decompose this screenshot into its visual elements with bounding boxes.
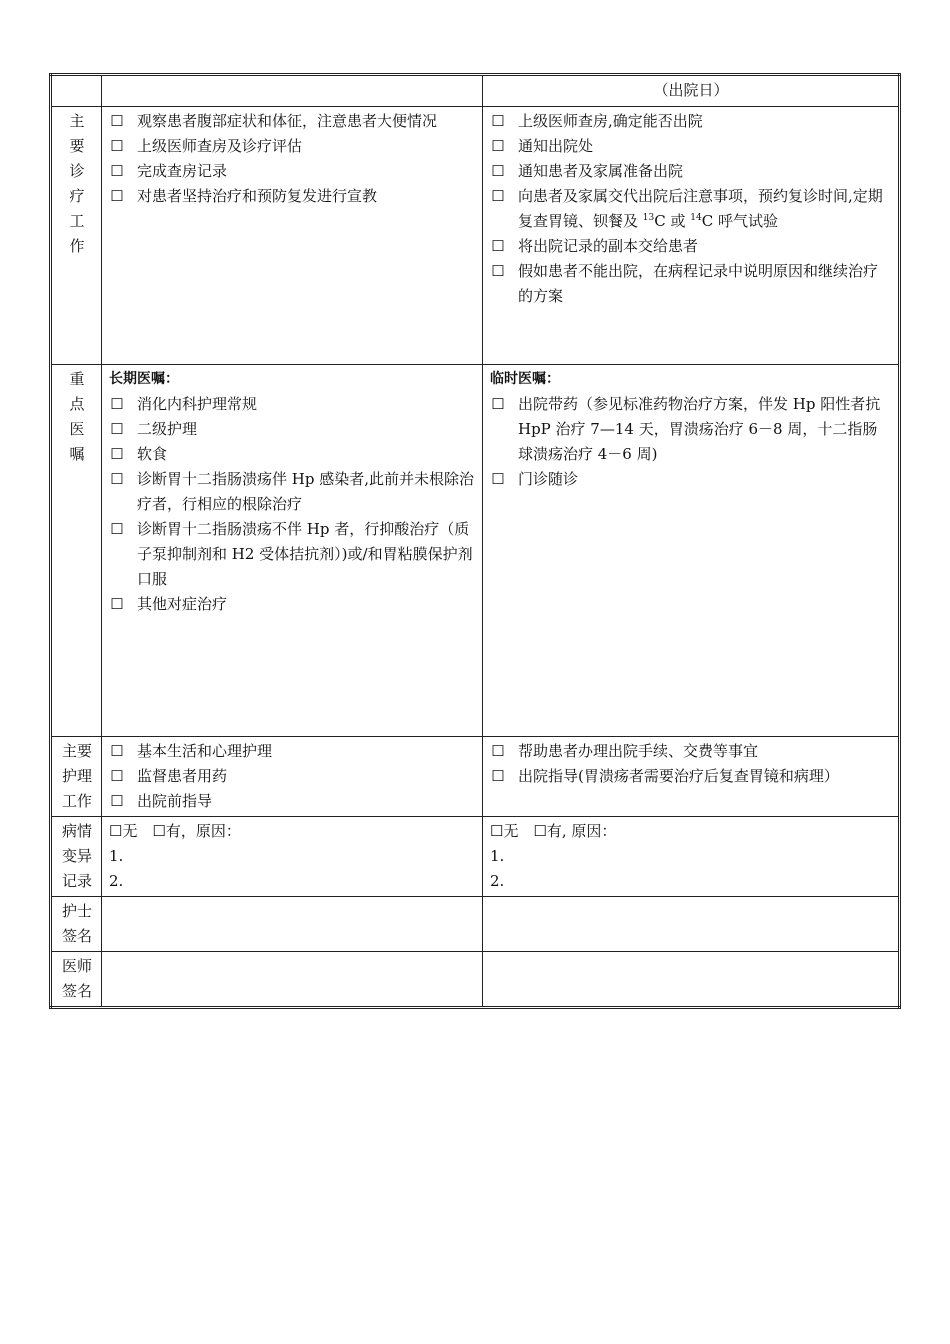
- label-doctor-signature: 医师 签名: [51, 952, 102, 1008]
- label-key-orders: 重 点 医 嘱: [51, 365, 102, 737]
- checklist-item[interactable]: ☐ 出院指导(胃溃疡者需要治疗后复查胃镜和病理）: [490, 764, 892, 789]
- checklist-item[interactable]: ☐ 上级医师查房及诊疗评估: [109, 134, 476, 159]
- checklist-item[interactable]: ☐ 基本生活和心理护理: [109, 739, 476, 764]
- checklist-item[interactable]: ☐ 出院带药（参见标准药物治疗方案，伴发 Hp 阳性者抗 HpP 治疗 7—14 天，胃溃疡治疗 6－8 周，十二指肠球溃疡治疗 4－6 周): [490, 392, 892, 467]
- checkbox-icon[interactable]: ☐: [110, 792, 124, 810]
- checklist-item[interactable]: ☐ 其他对症治疗: [109, 592, 476, 617]
- row-nurse-signature: [51, 897, 900, 952]
- checklist-item[interactable]: ☐ 上级医师查房,确定能否出院: [490, 109, 892, 134]
- row-variance-record: [51, 817, 900, 897]
- temporary-orders-heading: 临时医嘱：: [490, 371, 560, 387]
- checkbox-icon[interactable]: ☐: [110, 520, 124, 538]
- checklist-item[interactable]: ☐ 完成查房记录: [109, 159, 476, 184]
- checkbox-icon[interactable]: ☐: [110, 162, 124, 180]
- header-corner-cell: [51, 75, 102, 107]
- checklist-item[interactable]: ☐ 向患者及家属交代出院后注意事项，预约复诊时间,定期复查胃镜、钡餐及 $^{13}$C 或 $^{14}$C 呼气试验: [490, 184, 892, 234]
- checkbox-icon[interactable]: ☐: [110, 470, 124, 488]
- variance-reason-2[interactable]: 2.: [490, 872, 505, 890]
- label-main-diagnosis-work: 主 要 诊 疗 工 作: [51, 107, 102, 365]
- checkbox-icon[interactable]: ☐: [491, 187, 505, 205]
- nursing-day1-cell: [102, 737, 483, 817]
- checkbox-icon[interactable]: ☐: [110, 767, 124, 785]
- checkbox-icon[interactable]: ☐: [491, 262, 505, 280]
- nurse-signature-discharge-field[interactable]: [483, 897, 900, 952]
- doctor-signature-discharge-field[interactable]: [483, 952, 900, 1008]
- orders-day1-cell: [102, 365, 483, 737]
- nursing-discharge-cell: [483, 737, 900, 817]
- checkbox-icon[interactable]: ☐: [491, 742, 505, 760]
- checklist-item[interactable]: ☐ 门诊随诊: [490, 467, 892, 492]
- checklist-item[interactable]: ☐ 通知出院处: [490, 134, 892, 159]
- checklist-item[interactable]: ☐ 监督患者用药: [109, 764, 476, 789]
- checkbox-icon[interactable]: ☐: [110, 395, 124, 413]
- checklist-item[interactable]: ☐ 通知患者及家属准备出院: [490, 159, 892, 184]
- checkbox-icon[interactable]: ☐: [491, 470, 505, 488]
- diagnosis-day1-cell: [102, 107, 483, 365]
- label-main-nursing-work: 主要 护理 工作: [51, 737, 102, 817]
- checkbox-icon[interactable]: ☐: [491, 237, 505, 255]
- clinical-pathway-table: [49, 73, 901, 1009]
- checklist-item[interactable]: ☐ 观察患者腹部症状和体征，注意患者大便情况: [109, 109, 476, 134]
- diagnosis-discharge-cell: [483, 107, 900, 365]
- checklist-item[interactable]: ☐ 将出院记录的副本交给患者: [490, 234, 892, 259]
- long-term-orders-heading: 长期医嘱：: [109, 371, 179, 387]
- checklist-item[interactable]: ☐ 诊断胃十二指肠溃疡不伴 Hp 者，行抑酸治疗（质子泵抑制剂和 H2 受体拮抗剂）)或/和胃粘膜保护剂口服: [109, 517, 476, 592]
- checklist-item[interactable]: ☐ 消化内科护理常规: [109, 392, 476, 417]
- doctor-signature-day1-field[interactable]: [102, 952, 483, 1008]
- checkbox-icon[interactable]: ☐: [491, 112, 505, 130]
- checklist-item[interactable]: ☐ 软食: [109, 442, 476, 467]
- checklist-item[interactable]: ☐ 二级护理: [109, 417, 476, 442]
- checkbox-icon[interactable]: ☐: [110, 187, 124, 205]
- label-nurse-signature: 护士 签名: [51, 897, 102, 952]
- header-row: [51, 75, 900, 107]
- header-discharge-day-cell: （出院日）: [483, 75, 900, 107]
- row-doctor-signature: [51, 952, 900, 1008]
- checklist-item[interactable]: ☐ 假如患者不能出院，在病程记录中说明原因和继续治疗的方案: [490, 259, 892, 309]
- checkbox-icon[interactable]: ☐: [110, 445, 124, 463]
- checklist-item[interactable]: ☐ 出院前指导: [109, 789, 476, 814]
- checkbox-icon[interactable]: ☐: [110, 742, 124, 760]
- row-key-orders: [51, 365, 900, 737]
- checkbox-icon[interactable]: ☐: [110, 420, 124, 438]
- variance-reason-1[interactable]: 1.: [109, 847, 124, 865]
- checkbox-icon[interactable]: ☐: [110, 112, 124, 130]
- variance-discharge-cell: [483, 817, 900, 897]
- variance-reason-1[interactable]: 1.: [490, 847, 505, 865]
- label-variance-record: 病情 变异 记录: [51, 817, 102, 897]
- variance-reason-2[interactable]: 2.: [109, 872, 124, 890]
- header-day1-cell: [102, 75, 483, 107]
- variance-choice[interactable]: ☐无 ☐有，原因：: [109, 822, 241, 840]
- variance-day1-cell: [102, 817, 483, 897]
- checklist-item[interactable]: ☐ 帮助患者办理出院手续、交费等事宜: [490, 739, 892, 764]
- checkbox-icon[interactable]: ☐: [491, 395, 505, 413]
- nurse-signature-day1-field[interactable]: [102, 897, 483, 952]
- checkbox-icon[interactable]: ☐: [491, 137, 505, 155]
- checkbox-icon[interactable]: ☐: [110, 595, 124, 613]
- row-main-nursing-work: [51, 737, 900, 817]
- checkbox-icon[interactable]: ☐: [491, 767, 505, 785]
- checklist-item[interactable]: ☐ 对患者坚持治疗和预防复发进行宣教: [109, 184, 476, 209]
- variance-choice[interactable]: ☐无 ☐有, 原因：: [490, 822, 617, 840]
- checklist-item[interactable]: ☐ 诊断胃十二指肠溃疡伴 Hp 感染者,此前并未根除治疗者，行相应的根除治疗: [109, 467, 476, 517]
- row-main-diagnosis-work: [51, 107, 900, 365]
- orders-discharge-cell: [483, 365, 900, 737]
- checkbox-icon[interactable]: ☐: [110, 137, 124, 155]
- checkbox-icon[interactable]: ☐: [491, 162, 505, 180]
